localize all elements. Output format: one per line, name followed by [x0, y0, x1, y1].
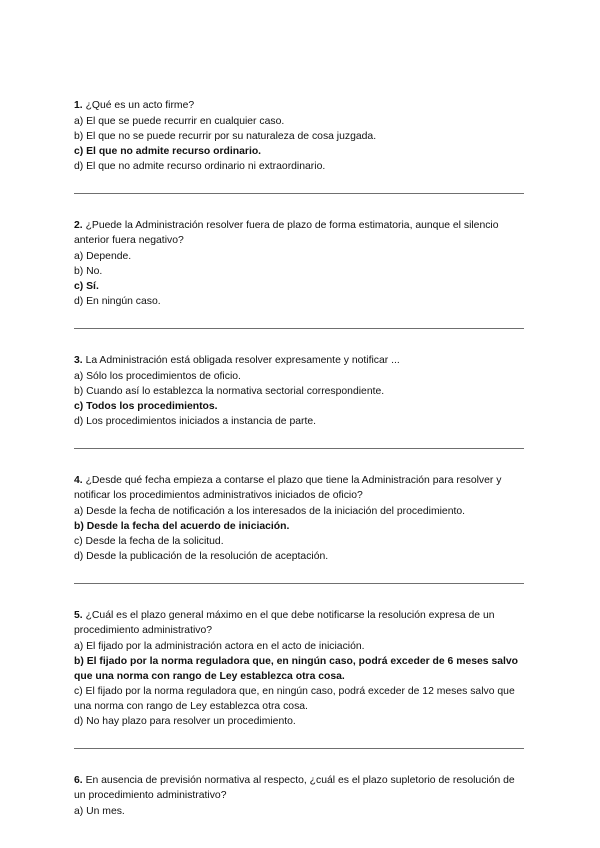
question-prompt: ¿Qué es un acto firme?	[85, 100, 195, 111]
option-d: d) En ningún caso.	[74, 296, 161, 307]
question-number: 1.	[74, 100, 83, 111]
option-b: b) Cuando así lo establezca la normativa sectorial correspondiente.	[74, 386, 385, 397]
option-c-correct: c) Todos los procedimientos.	[74, 401, 218, 412]
question-number: 4.	[74, 475, 83, 486]
option-a: a) Depende.	[74, 251, 132, 262]
question-number: 5.	[74, 610, 83, 621]
divider-line	[74, 583, 524, 584]
question-prompt: ¿Desde qué fecha empieza a contarse el plazo que tiene la Administración para resolver y notificar los procedimientos administrativos iniciados de oficio?	[74, 475, 502, 501]
option-a: a) Sólo los procedimientos de oficio.	[74, 371, 241, 382]
option-c-correct: c) Sí.	[74, 281, 99, 292]
question-number: 2.	[74, 220, 83, 231]
option-c: c) El fijado por la norma reguladora que, en ningún caso, podrá exceder de 12 meses salvo que una norma con rango de Ley establezca otra cosa.	[74, 686, 515, 712]
option-a: a) Un mes.	[74, 806, 125, 817]
question-number: 6.	[74, 775, 83, 786]
question-prompt: ¿Cuál es el plazo general máximo en el que debe notificarse la resolución expresa de un procedimiento administrativo?	[74, 610, 495, 636]
question-text	[74, 218, 526, 248]
option-d: d) No hay plazo para resolver un procedimiento.	[74, 716, 296, 727]
option-a: a) El que se puede recurrir en cualquier caso.	[74, 116, 285, 127]
option-b: b) El que no se puede recurrir por su naturaleza de cosa juzgada.	[74, 131, 377, 142]
question-6	[74, 773, 526, 819]
question-text	[74, 98, 526, 113]
question-text	[74, 473, 526, 503]
option-c-correct: c) El que no admite recurso ordinario.	[74, 146, 262, 157]
question-4	[74, 473, 526, 564]
question-text	[74, 353, 526, 368]
option-d: d) El que no admite recurso ordinario ni extraordinario.	[74, 161, 326, 172]
option-d: d) Los procedimientos iniciados a instancia de parte.	[74, 416, 317, 427]
divider-line	[74, 328, 524, 329]
question-1	[74, 98, 526, 174]
question-text	[74, 773, 526, 803]
divider-line	[74, 448, 524, 449]
question-prompt: La Administración está obligada resolver expresamente y notificar ...	[85, 355, 400, 366]
question-prompt: En ausencia de previsión normativa al respecto, ¿cuál es el plazo supletorio de resolución de un procedimiento administrativo?	[74, 775, 515, 801]
divider-line	[74, 193, 524, 194]
option-b-correct: b) El fijado por la norma reguladora que, en ningún caso, podrá exceder de 6 meses salvo que una norma con rango de Ley establezca otra cosa.	[74, 656, 519, 682]
option-d: d) Desde la publicación de la resolución de aceptación.	[74, 551, 329, 562]
option-c: c) Desde la fecha de la solicitud.	[74, 536, 224, 547]
question-2	[74, 218, 526, 309]
question-text	[74, 608, 526, 638]
question-number: 3.	[74, 355, 83, 366]
question-prompt: ¿Puede la Administración resolver fuera de plazo de forma estimatoria, aunque el silencio anterior fuera negativo?	[74, 220, 499, 246]
question-5	[74, 608, 526, 729]
divider-line	[74, 748, 524, 749]
option-a: a) El fijado por la administración actora en el acto de iniciación.	[74, 641, 365, 652]
option-b: b) No.	[74, 266, 103, 277]
question-3	[74, 353, 526, 429]
option-a: a) Desde la fecha de notificación a los interesados de la iniciación del procedimiento.	[74, 506, 466, 517]
option-b-correct: b) Desde la fecha del acuerdo de iniciación.	[74, 521, 290, 532]
